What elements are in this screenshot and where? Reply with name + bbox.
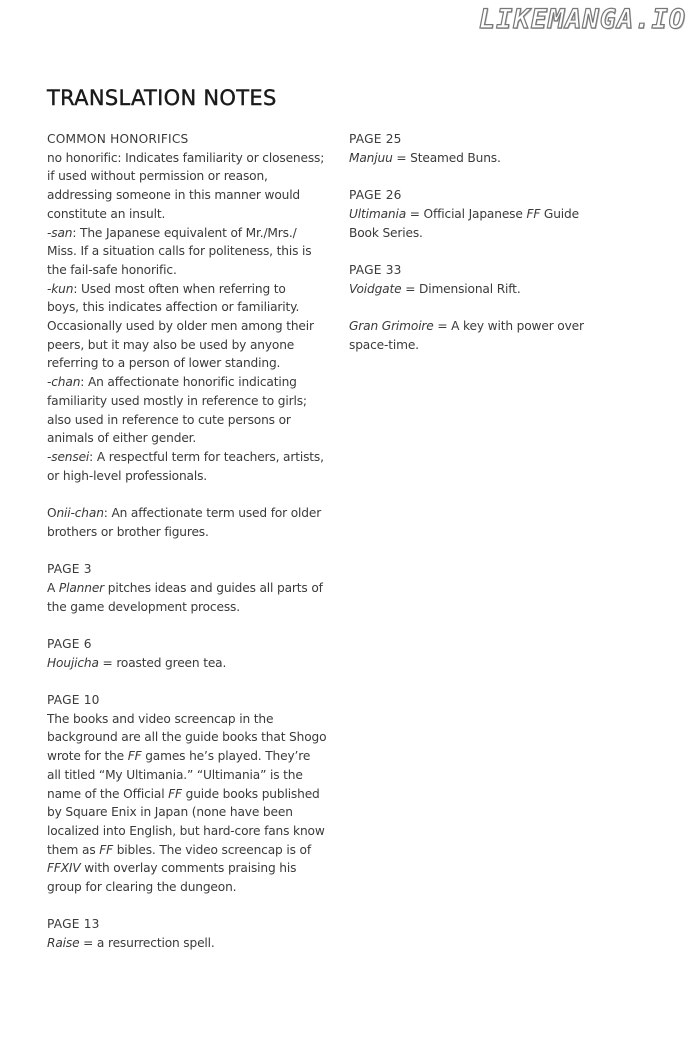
text-segment: animals of either gender. [47,431,197,446]
note-heading: PAGE 6 [47,636,92,651]
note-line [47,448,337,467]
left-column [47,130,337,972]
note-line [349,317,609,336]
text-segment: localized into English, but hard-core fans know [47,823,325,838]
note-line [349,205,609,224]
text-segment: with overlay comments praising his [80,861,297,876]
note-block [47,635,337,672]
term-italic: FF [168,786,182,801]
term-italic: FF [99,842,113,857]
text-segment: all titled “My Ultimania.” “Ultimania” is the [47,767,303,782]
note-block [349,186,609,242]
note-line [47,149,337,168]
note-line [47,523,337,542]
text-segment: if used without permission or reason, [47,169,268,184]
note-block [47,504,337,541]
text-segment: Occasionally used by older men among their [47,319,314,334]
note-line [47,785,337,804]
text-segment: also used in reference to cute persons or [47,412,291,427]
note-line [47,747,337,766]
note-line [47,654,337,673]
term-italic: -kun [47,281,74,296]
text-segment: guide books published [181,786,320,801]
text-segment: A [47,580,59,595]
note-line [47,934,337,953]
note-line [47,822,337,841]
note-block [349,130,609,167]
note-line [47,411,337,430]
text-segment: Miss. If a situation calls for politeness, this is [47,244,312,259]
note-block [47,691,337,897]
text-segment: brothers or brother figures. [47,524,209,539]
note-line [47,167,337,186]
text-segment: pitches ideas and guides all parts of [104,580,323,595]
text-segment: = roasted green tea. [98,655,227,670]
text-segment: wrote for the [47,749,128,764]
text-segment: boys, this indicates affection or familiarity. [47,300,300,315]
term-italic: Voidgate [349,281,402,296]
text-segment: : Used most often when referring to [73,281,286,296]
note-line [47,766,337,785]
note-line [47,878,337,897]
note-heading: COMMON HONORIFICS [47,132,189,146]
watermark-logo: LIKEMANGA.IO [478,4,686,35]
text-segment: : The Japanese equivalent of Mr./Mrs./ [72,225,297,240]
text-segment: The books and video screencap in the [47,711,274,726]
note-block [47,915,337,952]
note-line [47,280,337,299]
note-block [47,560,337,616]
note-line [47,859,337,878]
term-italic: Houjicha [47,655,99,670]
note-heading: PAGE 33 [349,262,402,277]
note-line [47,205,337,224]
text-segment: no honorific: Indicates familiarity or closeness; [47,150,325,165]
right-column [349,130,609,373]
term-italic: FF [526,206,541,221]
note-line [47,392,337,411]
note-line [47,373,337,392]
term-italic: FFXIV [47,861,81,876]
note-line [47,841,337,860]
text-segment: background are all the guide books that Shogo [47,730,327,745]
note-line [47,354,337,373]
note-line [47,186,337,205]
text-segment: : An affectionate term used for older [103,506,322,521]
note-line [47,710,337,729]
term-italic: FF [127,749,142,764]
text-segment: bibles. The video screencap is of [112,842,311,857]
note-line [47,429,337,448]
note-block [47,130,337,485]
page-title: TRANSLATION NOTES [47,86,277,110]
note-line [47,598,337,617]
term-italic: Manjuu [349,150,393,165]
text-segment: the game development process. [47,599,240,614]
text-segment: constitute an insult. [47,206,166,221]
text-segment: the fail-safe honorific. [47,262,177,277]
note-line [47,579,337,598]
text-segment: O [47,506,57,521]
term-italic: Raise [47,936,80,951]
term-italic: -sensei [47,449,90,464]
term-italic: nii-chan [56,506,104,521]
note-heading: PAGE 13 [47,917,100,932]
term-italic: Planner [58,580,105,595]
text-segment: = Official Japanese [406,206,527,221]
note-line [349,280,609,299]
note-line [349,336,609,355]
text-segment: = a resurrection spell. [79,936,215,951]
note-line [349,224,609,243]
note-line [47,504,337,523]
text-segment: addressing someone in this manner would [47,188,301,203]
text-segment: them as [47,842,100,857]
note-line [349,149,609,168]
text-segment: familiarity used mostly in reference to girls; [47,393,307,408]
text-segment: Book Series. [349,225,423,240]
note-line [47,803,337,822]
note-line [47,467,337,486]
note-line [47,261,337,280]
text-segment: group for clearing the dungeon. [47,880,237,895]
text-segment: Guide [540,206,579,221]
text-segment: name of the Official [47,786,169,801]
note-heading: PAGE 26 [349,188,402,203]
note-line [47,224,337,243]
text-segment: referring to a person of lower standing. [47,356,281,371]
text-segment: space-time. [349,337,419,352]
text-segment: by Square Enix in Japan (none have been [47,805,293,820]
note-heading: PAGE 25 [349,132,402,146]
text-segment: peers, but it may also be used by anyone [47,337,295,352]
text-segment: = Steamed Buns. [392,150,501,165]
term-italic: Gran Grimoire [349,318,434,333]
term-italic: -chan [47,375,81,390]
note-line [47,298,337,317]
note-line [47,242,337,261]
note-line [47,336,337,355]
term-italic: Ultimania [349,206,407,221]
note-block [349,317,609,354]
note-line [47,317,337,336]
term-italic: -san [47,225,73,240]
text-segment: = Dimensional Rift. [401,281,521,296]
text-segment: : A respectful term for teachers, artists, [89,449,324,464]
text-segment: : An affectionate honorific indicating [80,375,297,390]
note-line [47,728,337,747]
text-segment: games he’s played. They’re [141,749,311,764]
note-block [349,261,609,298]
note-heading: PAGE 10 [47,693,100,708]
text-segment: or high-level professionals. [47,468,208,483]
note-heading: PAGE 3 [47,562,92,577]
text-segment: = A key with power over [433,318,584,333]
